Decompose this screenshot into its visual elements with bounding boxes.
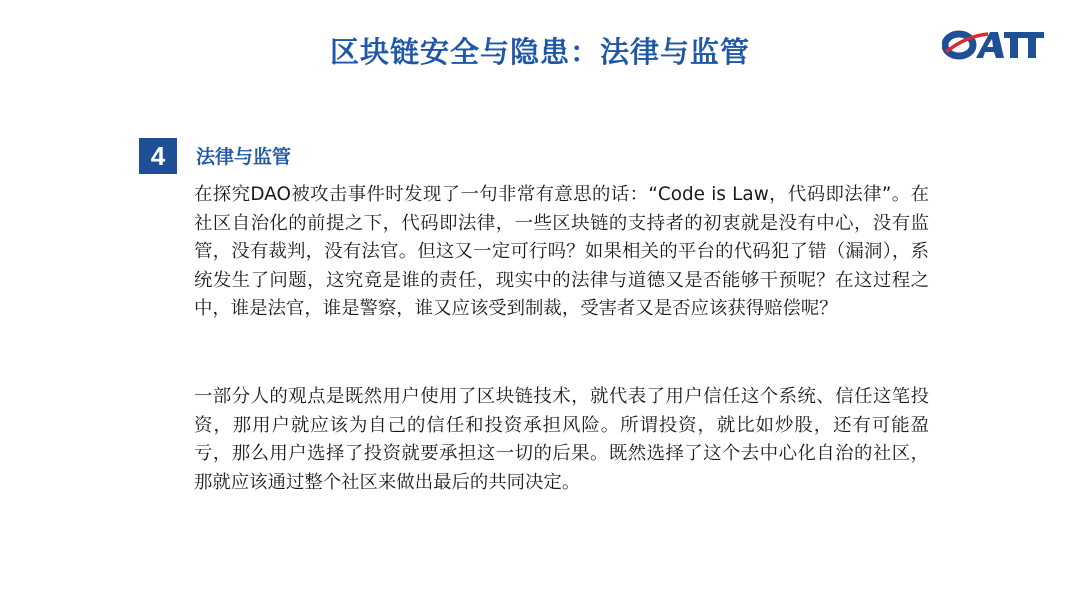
section-label: 法律与监管 [196,146,292,168]
body-paragraph-2: 一部分人的观点是既然用户使用了区块链技术，就代表了用户信任这个系统、信任这笔投资，那用户就应该为自己的信任和投资承担风险。所谓投资，就比如炒股，还有可能盈亏，那么用户选择了投资就要承担这一切的后果。既然选择了这个去中心化自治的社区，那就应该通过整个社区来做出最后的共同决定。 [194,386,929,493]
section-number-badge: 4 [139,138,177,174]
body-paragraph-1: 在探究DAO被攻击事件时发现了一句非常有意思的话：“Code is Law，代码即法律”。在社区自治化的前提之下，代码即法律，一些区块链的支持者的初衷就是没有中心，没有监管，没有裁判，没有法官。但这又一定可行吗？如果相关的平台的代码犯了错（漏洞），系统发生了问题，这究竟是谁的责任，现实中的法律与道德又是否能够干预呢？在这过程之中，谁是法官，谁是警察，谁又应该受到制裁，受害者又是否应该获得赔偿呢？ [194,184,929,319]
logo-text: OAII [942,28,945,29]
slide-title: 区块链安全与隐患：法律与监管 [329,35,750,69]
oaii-logo-icon [942,28,1046,62]
